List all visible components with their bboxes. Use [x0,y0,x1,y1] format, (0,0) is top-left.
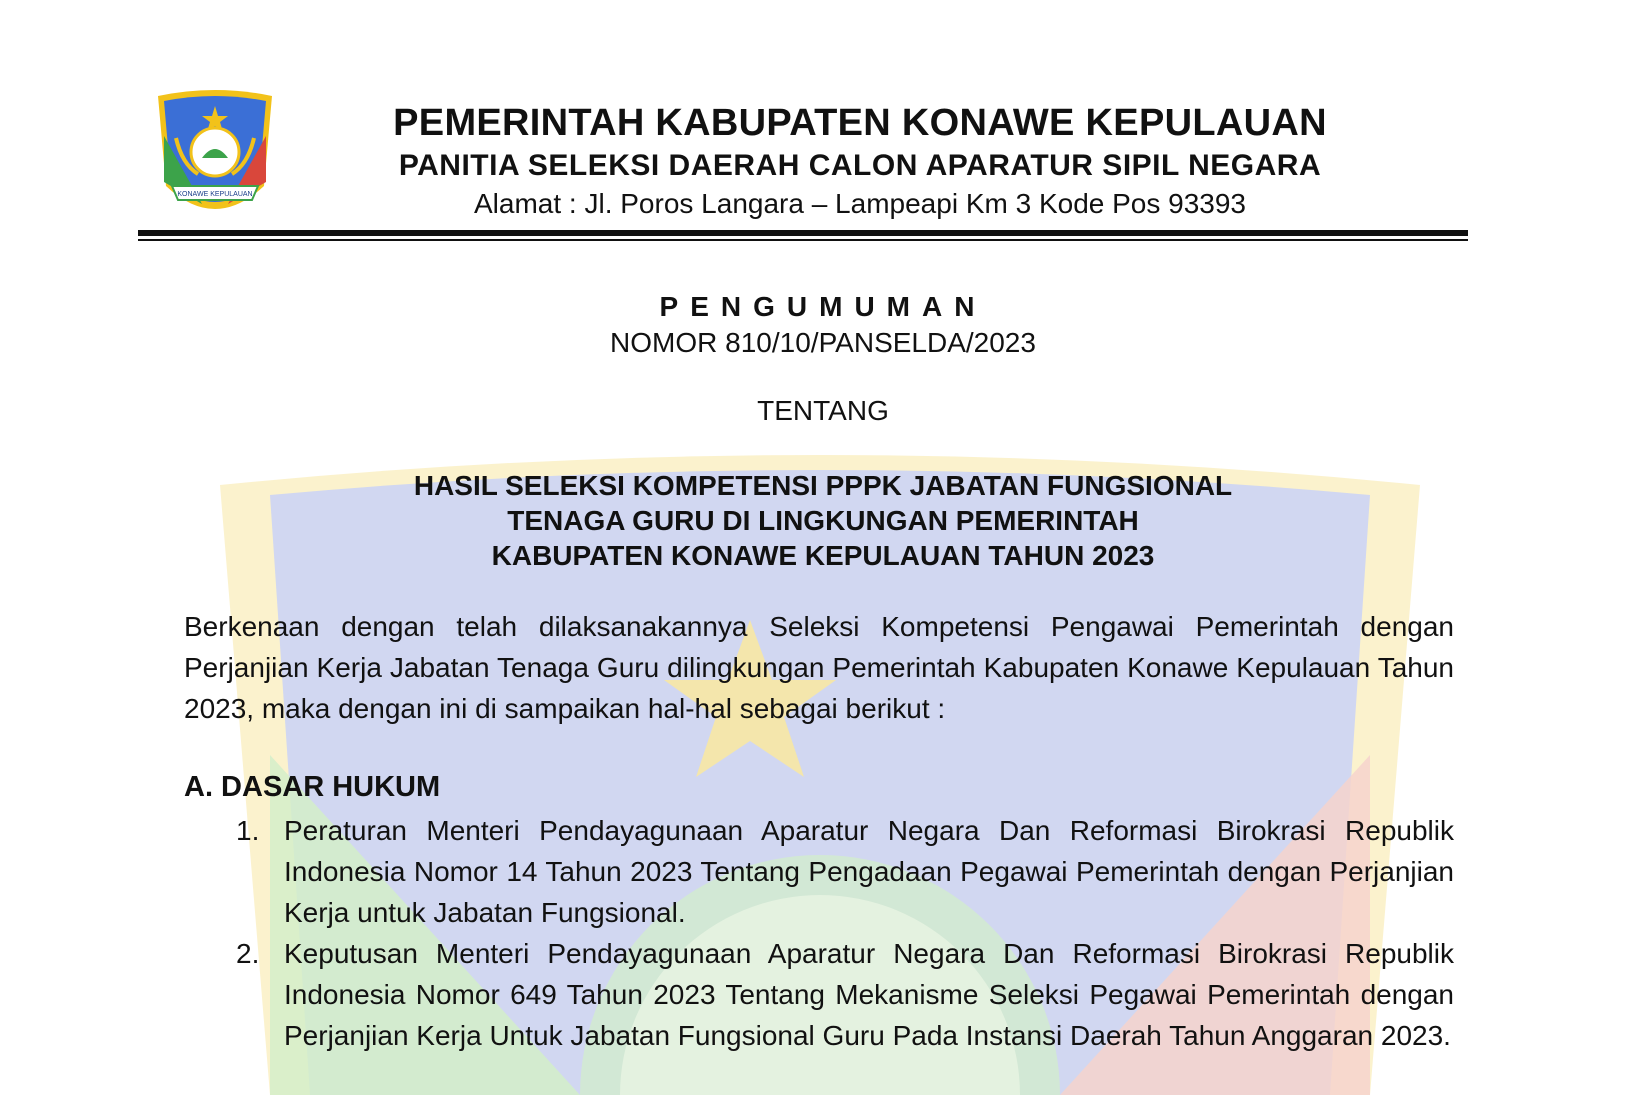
announcement-about: TENTANG [757,395,889,426]
letterhead [300,100,1420,222]
regency-emblem-icon [152,86,278,222]
list-item [184,810,1454,933]
announcement-subject [138,468,1508,573]
announcement-number: NOMOR 810/10/PANSELDA/2023 [610,327,1036,358]
announcement-subject-line: HASIL SELEKSI KOMPETENSI PPPK JABATAN FUNGSIONAL [413,470,1233,501]
list-item-text: Peraturan Menteri Pendayagunaan Aparatur Negara Dan Reformasi Birokrasi Republik Indonesia Nomor 14 Tahun 2023 Tentang Pengadaan Pegawai Pemerintah dengan Perjanjian Kerja untuk Jabatan Fungsional. [284,815,1454,928]
intro-paragraph: Berkenaan dengan telah dilaksanakannya Seleksi Kompetensi Pengawai Pemerintah dengan Perjanjian Kerja Jabatan Tenaga Guru dilingkungan Pemerintah Kabupaten Konawe Kepulauan Tahun 2023, maka dengan ini di sampaikan hal-hal sebagai berikut : [184,611,1454,724]
list-item [184,933,1454,1056]
announcement-subject-line: TENAGA GURU DI LINGKUNGAN PEMERINTAH [507,505,1139,536]
section-heading: A. DASAR HUKUM [184,771,441,803]
announcement-title: PENGUMUMAN [659,291,987,322]
letterhead-government-name: PEMERINTAH KABUPATEN KONAWE KEPULAUAN [393,102,1327,144]
letterhead-committee-name: PANITIA SELEKSI DAERAH CALON APARATUR SIPIL NEGARA [398,149,1322,182]
announcement-subject-line: KABUPATEN KONAWE KEPULAUAN TAHUN 2023 [491,540,1155,571]
list-item-number: 2. [236,938,260,969]
legal-basis-list [184,810,1454,1056]
list-item-number: 1. [236,815,260,846]
list-item-text: Keputusan Menteri Pendayagunaan Aparatur Negara Dan Reformasi Birokrasi Republik Indonesia Nomor 649 Tahun 2023 Tentang Mekanisme Seleksi Pegawai Pemerintah dengan Perjanjian Kerja Untuk Jabatan Fungsional Guru Pada Instansi Daerah Tahun Anggaran 2023. [284,938,1454,1051]
svg-text:KONAWE KEPULAUAN: KONAWE KEPULAUAN [177,191,253,198]
letterhead-divider-thin [138,239,1468,241]
letterhead-divider-thick [138,230,1468,236]
letterhead-address: Alamat : Jl. Poros Langara – Lampeapi Km 3 Kode Pos 93393 [473,188,1247,219]
